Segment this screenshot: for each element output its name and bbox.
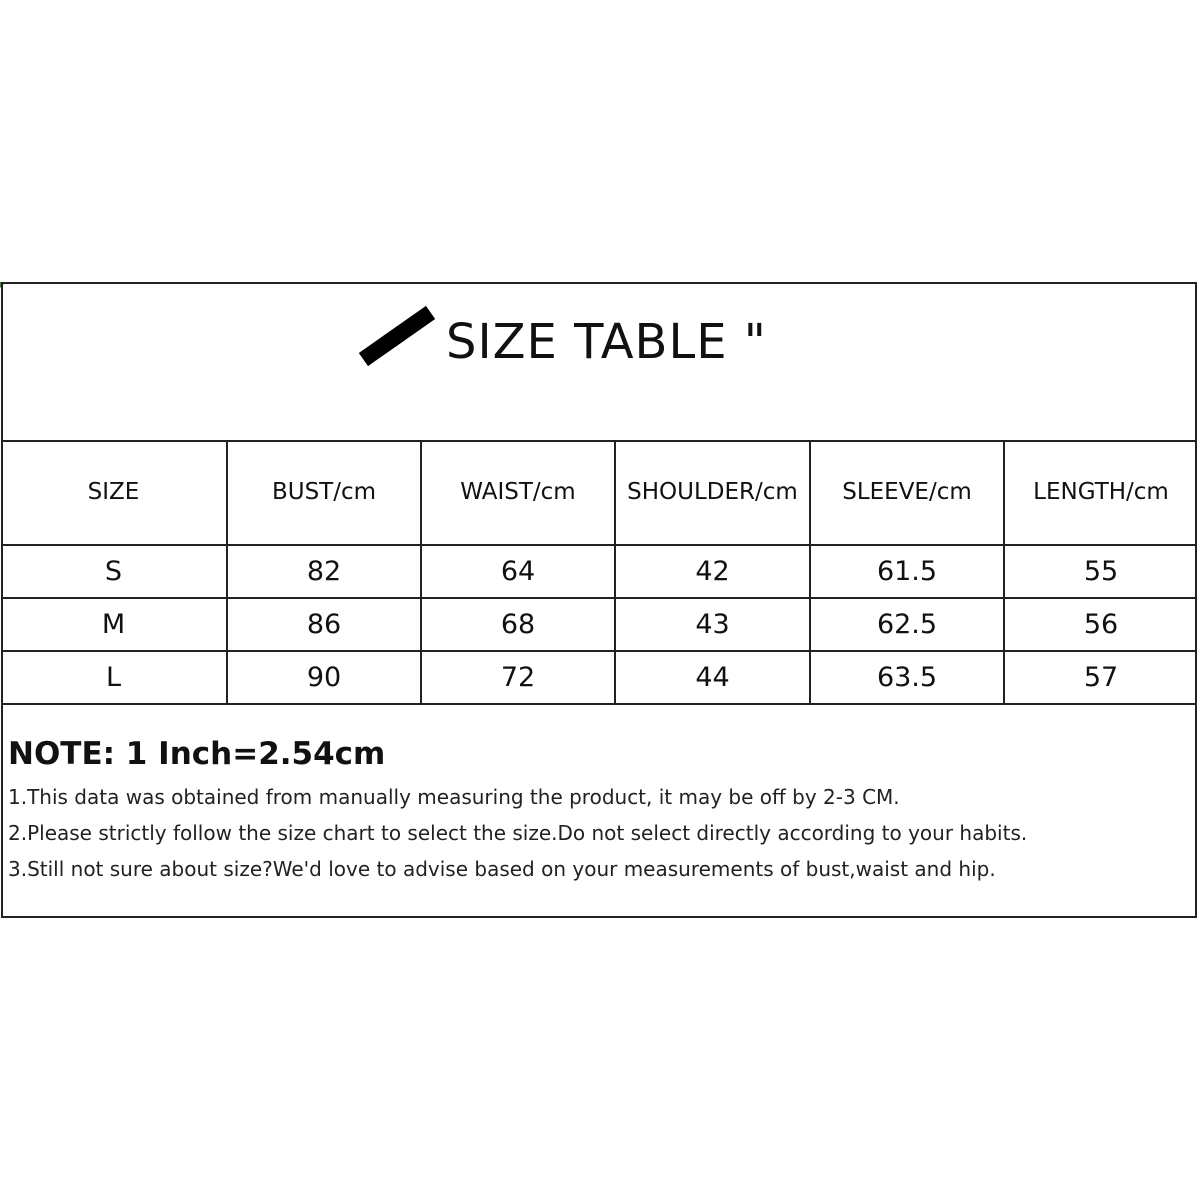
header-waist: WAIST/cm xyxy=(421,440,615,545)
note-heading: NOTE: 1 Inch=2.54cm xyxy=(8,736,386,772)
note-line: 1.This data was obtained from manually measuring the product, it may be off by 2-3 CM. xyxy=(8,785,900,809)
cell-length: 55 xyxy=(1004,545,1197,598)
cell-waist: 64 xyxy=(421,545,615,598)
cell-shoulder: 42 xyxy=(615,545,810,598)
note-line: 2.Please strictly follow the size chart to select the size.Do not select directly according to your habits. xyxy=(8,821,1028,845)
header-sleeve: SLEEVE/cm xyxy=(810,440,1004,545)
cell-sleeve: 63.5 xyxy=(810,651,1004,704)
cell-shoulder: 43 xyxy=(615,598,810,651)
cell-length: 57 xyxy=(1004,651,1197,704)
notes-section xyxy=(8,736,1188,892)
size-table xyxy=(1,440,1197,705)
cell-size: L xyxy=(1,651,227,704)
table-row xyxy=(1,651,1197,704)
note-line: 3.Still not sure about size?We'd love to advise based on your measurements of bust,waist and hip. xyxy=(8,857,996,881)
cell-bust: 86 xyxy=(227,598,421,651)
header-length: LENGTH/cm xyxy=(1004,440,1197,545)
page-title: SIZE TABLE " xyxy=(446,314,767,370)
cell-shoulder: 44 xyxy=(615,651,810,704)
table-row xyxy=(1,598,1197,651)
cell-size: M xyxy=(1,598,227,651)
cell-sleeve: 62.5 xyxy=(810,598,1004,651)
table-row xyxy=(1,545,1197,598)
cell-size: S xyxy=(1,545,227,598)
cell-bust: 90 xyxy=(227,651,421,704)
cell-waist: 72 xyxy=(421,651,615,704)
cell-waist: 68 xyxy=(421,598,615,651)
header-size: SIZE xyxy=(1,440,227,545)
header-shoulder: SHOULDER/cm xyxy=(615,440,810,545)
cell-length: 56 xyxy=(1004,598,1197,651)
table-header-row xyxy=(1,440,1197,545)
header-bust: BUST/cm xyxy=(227,440,421,545)
cell-sleeve: 61.5 xyxy=(810,545,1004,598)
cell-bust: 82 xyxy=(227,545,421,598)
